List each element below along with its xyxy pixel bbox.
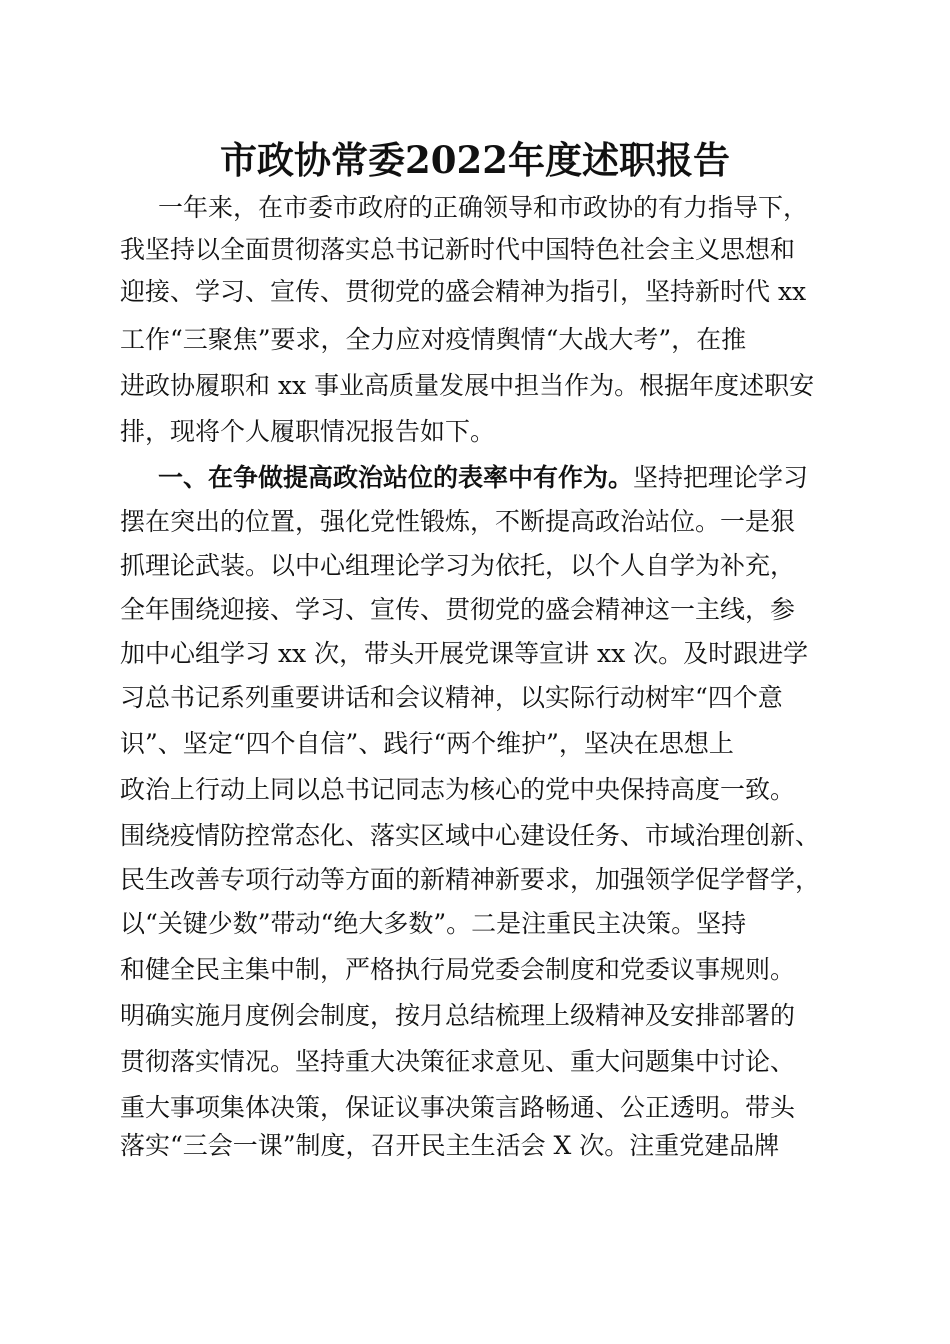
paragraph-line: 进政协履职和 xx 事业高质量发展中担当作为。根据年度述职安 [120, 371, 815, 400]
paragraph-line: 围绕疫情防控常态化、落实区域中心建设任务、市域治理创新、 [120, 821, 821, 850]
paragraph-line: 我坚持以全面贯彻落实总书记新时代中国特色社会主义思想和 [120, 235, 796, 264]
section-heading: 一、在争做提高政治站位的表率中有作为。 [158, 463, 634, 492]
paragraph-line: 明确实施月度例会制度，按月总结梳理上级精神及安排部署的 [120, 1001, 796, 1030]
paragraph-line: 一年来，在市委市政府的正确领导和市政协的有力指导下， [158, 193, 809, 222]
paragraph-line: 加中心组学习 xx 次，带头开展党课等宣讲 xx 次。及时跟进学 [120, 639, 809, 668]
paragraph-line: 政治上行动上同以总书记同志为核心的党中央保持高度一致。 [120, 775, 796, 804]
paragraph-line: 以“关键少数”带动“绝大多数”。二是注重民主决策。坚持 [120, 909, 747, 938]
paragraph-line: 习总书记系列重要讲话和会议精神，以实际行动树牢“四个意 [120, 683, 783, 712]
paragraph-line: 排，现将个人履职情况报告如下。 [120, 417, 496, 446]
document-title: 市政协常委2022年度述职报告 [220, 138, 730, 182]
paragraph-line: 工作“三聚焦”要求，全力应对疫情舆情“大战大考”，在推 [120, 325, 747, 354]
paragraph-line: 和健全民主集中制，严格执行局党委会制度和党委议事规则。 [120, 955, 796, 984]
paragraph-line: 全年围绕迎接、学习、宣传、贯彻党的盛会精神这一主线，参 [120, 595, 796, 624]
paragraph-line: 迎接、学习、宣传、贯彻党的盛会精神为指引，坚持新时代 xx [120, 277, 807, 306]
paragraph-line: 重大事项集体决策，保证议事决策言路畅通、公正透明。带头 [120, 1093, 796, 1122]
paragraph-line: 抓理论武装。以中心组理论学习为依托，以个人自学为补充， [120, 551, 796, 580]
paragraph-line: 识”、坚定“四个自信”、践行“两个维护”，坚决在思想上 [120, 729, 734, 758]
paragraph-line: 民生改善专项行动等方面的新精神新要求，加强领学促学督学， [120, 865, 821, 894]
section-heading-continuation: 坚持把理论学习 [633, 463, 809, 492]
paragraph-line: 落实“三会一课”制度，召开民主生活会 X 次。注重党建品牌 [120, 1131, 780, 1160]
paragraph-line: 贯彻落实情况。坚持重大决策征求意见、重大问题集中讨论、 [120, 1047, 796, 1076]
paragraph-line: 摆在突出的位置，强化党性锻炼，不断提高政治站位。一是狠 [120, 507, 796, 536]
section-heading-line [158, 458, 830, 498]
